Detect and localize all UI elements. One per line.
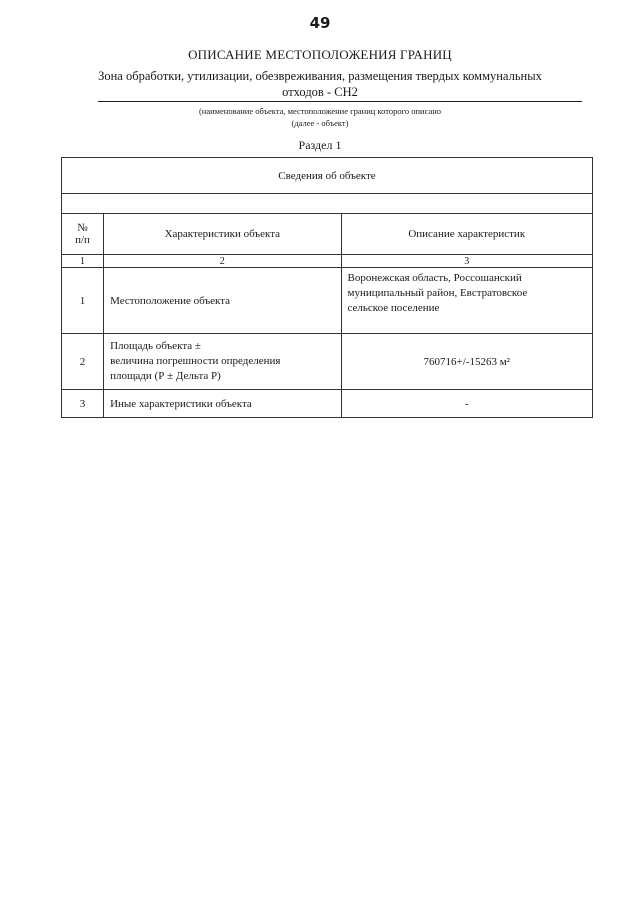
object-info-table <box>61 157 593 418</box>
page-number: 49 <box>309 14 331 32</box>
row-characteristic: Иные характеристики объекта <box>104 390 341 418</box>
row-description <box>341 268 592 334</box>
row-characteristic <box>104 334 341 390</box>
object-caption <box>0 105 640 129</box>
table-column-index-row <box>62 255 593 268</box>
column-header-description: Описание характеристик <box>341 214 592 255</box>
table-row <box>62 268 593 334</box>
row-description-line: муниципальный район, Евстратовское <box>347 287 528 299</box>
table-blank-cell <box>62 194 593 214</box>
column-header-number-line-1: № <box>77 222 88 234</box>
column-header-characteristics: Характеристики объекта <box>104 214 341 255</box>
table-row <box>62 390 593 418</box>
row-characteristic-line: Площадь объекта ± <box>110 340 201 352</box>
document-title: ОПИСАНИЕ МЕСТОПОЛОЖЕНИЯ ГРАНИЦ <box>188 47 452 62</box>
underline-divider <box>98 101 582 102</box>
table-header-row <box>62 214 593 255</box>
row-description-line: сельское поселение <box>347 302 440 314</box>
object-caption-line-2: (далее - объект) <box>291 118 349 128</box>
row-number: 1 <box>62 268 104 334</box>
table-heading: Сведения об объекте <box>62 158 593 194</box>
object-name-line-2: отходов - СН2 <box>282 85 358 99</box>
column-header-number-line-2: п/п <box>75 234 90 246</box>
row-number: 2 <box>62 334 104 390</box>
column-header-number <box>62 214 104 255</box>
row-description: 760716+/-15263 м² <box>341 334 592 390</box>
column-index-2: 2 <box>104 255 341 268</box>
table-blank-row <box>62 194 593 214</box>
row-characteristic: Местоположение объекта <box>104 268 341 334</box>
object-name-line-1: Зона обработки, утилизации, обезвреживания, размещения твердых коммунальных <box>98 69 542 83</box>
section-title: Раздел 1 <box>298 138 342 152</box>
row-characteristic-line: величина погрешности определения <box>110 355 281 367</box>
row-number: 3 <box>62 390 104 418</box>
object-name <box>80 68 560 100</box>
column-index-1: 1 <box>62 255 104 268</box>
table-heading-row <box>62 158 593 194</box>
row-characteristic-line: площади (Р ± Дельта Р) <box>110 370 221 382</box>
row-description: - <box>341 390 592 418</box>
row-description-line: Воронежская область, Россошанский <box>347 272 522 284</box>
table-row <box>62 334 593 390</box>
object-caption-line-1: (наименование объекта, местоположение границ которого описано <box>198 106 442 116</box>
column-index-3: 3 <box>341 255 592 268</box>
